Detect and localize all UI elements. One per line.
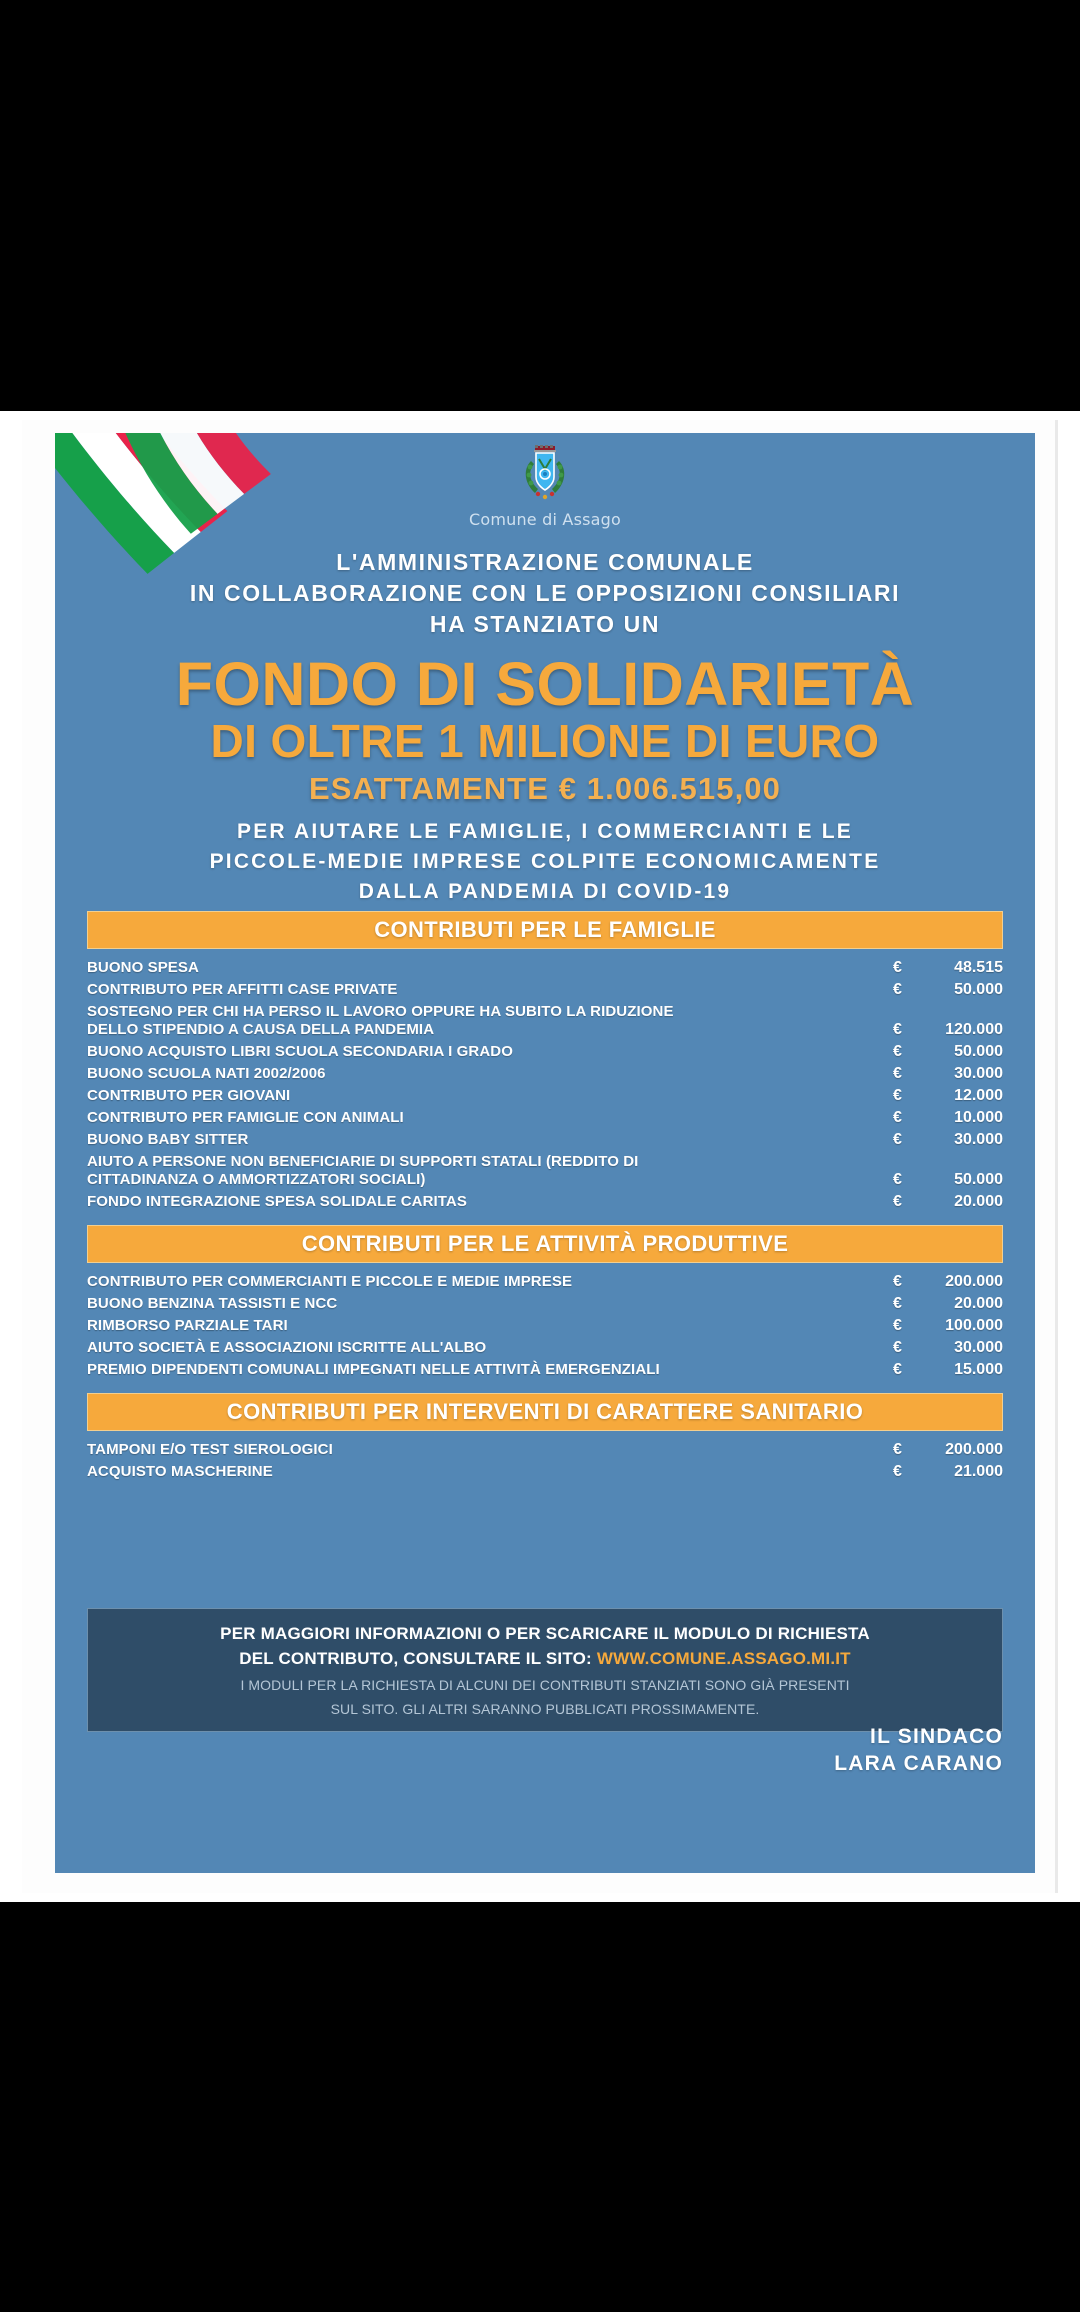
contribution-amount xyxy=(893,1317,1003,1335)
contribution-label: BUONO BENZINA TASSISTI E NCC xyxy=(87,1295,338,1312)
amount-value: 200.000 xyxy=(945,1273,1003,1290)
info-box xyxy=(87,1608,1003,1732)
amount-value: 100.000 xyxy=(945,1317,1003,1334)
signature-role: IL SINDACO xyxy=(870,1725,1003,1748)
contribution-label: BUONO ACQUISTO LIBRI SCUOLA SECONDARIA I GRADO xyxy=(87,1043,513,1060)
fund-title: FONDO DI SOLIDARIETÀ xyxy=(175,650,915,718)
section-rows xyxy=(87,1439,1003,1483)
currency-symbol: € xyxy=(893,1317,902,1334)
contribution-label: CONTRIBUTO PER COMMERCIANTI E PICCOLE E MEDIE IMPRESE xyxy=(87,1273,573,1290)
info-line-1: PER MAGGIORI INFORMAZIONI O PER SCARICARE IL MODULO DI RICHIESTA xyxy=(220,1624,870,1643)
contribution-row xyxy=(87,1439,1003,1461)
contribution-label: FONDO INTEGRAZIONE SPESA SOLIDALE CARITAS xyxy=(87,1193,467,1210)
contribution-label: PREMIO DIPENDENTI COMUNALI IMPEGNATI NELLE ATTIVITÀ EMERGENZIALI xyxy=(87,1361,660,1378)
currency-symbol: € xyxy=(893,959,902,976)
info-line-2 xyxy=(106,1646,984,1671)
header-line-3: HA STANZIATO UN xyxy=(429,611,661,637)
amount-value: 12.000 xyxy=(954,1087,1003,1104)
contribution-amount xyxy=(893,981,1003,999)
amount-value: 120.000 xyxy=(945,1021,1003,1038)
info-line-2-prefix: DEL CONTRIBUTO, CONSULTARE IL SITO: xyxy=(239,1649,597,1668)
header-block xyxy=(55,547,1035,640)
subtitle-line-3: DALLA PANDEMIA DI COVID-19 xyxy=(358,880,732,903)
subtitle-line-2: PICCOLE-MEDIE IMPRESE COLPITE ECONOMICAMENTE xyxy=(209,850,881,873)
amount-value: 30.000 xyxy=(954,1339,1003,1356)
contribution-amount xyxy=(893,1273,1003,1291)
contribution-amount xyxy=(893,1463,1003,1481)
amount-value: 21.000 xyxy=(954,1463,1003,1480)
currency-symbol: € xyxy=(893,1065,902,1082)
contribution-amount xyxy=(893,1441,1003,1459)
contribution-row xyxy=(87,1315,1003,1337)
currency-symbol: € xyxy=(893,1273,902,1290)
amount-value: 15.000 xyxy=(954,1361,1003,1378)
amount-value: 20.000 xyxy=(954,1193,1003,1210)
contribution-amount xyxy=(893,1339,1003,1357)
contribution-row xyxy=(87,1293,1003,1315)
section-header-1 xyxy=(87,911,1003,949)
currency-symbol: € xyxy=(893,1193,902,1210)
currency-symbol: € xyxy=(893,1109,902,1126)
contribution-amount xyxy=(893,1087,1003,1105)
contribution-row xyxy=(87,1001,1003,1041)
contribution-row xyxy=(87,1129,1003,1151)
contribution-row xyxy=(87,1151,1003,1191)
contribution-label: CONTRIBUTO PER AFFITTI CASE PRIVATE xyxy=(87,981,398,998)
amount-value: 50.000 xyxy=(954,1043,1003,1060)
contribution-amount xyxy=(893,1295,1003,1313)
header-line-2: IN COLLABORAZIONE CON LE OPPOSIZIONI CONSILIARI xyxy=(189,580,901,606)
contribution-row xyxy=(87,1271,1003,1293)
contribution-amount xyxy=(893,959,1003,977)
page-sheet xyxy=(0,411,1080,1902)
contribution-label: BUONO SPESA xyxy=(87,959,199,976)
contribution-amount xyxy=(893,1065,1003,1083)
contribution-label: CONTRIBUTO PER FAMIGLIE CON ANIMALI xyxy=(87,1109,404,1126)
currency-symbol: € xyxy=(893,1295,902,1312)
currency-symbol: € xyxy=(893,1087,902,1104)
contribution-label: BUONO BABY SITTER xyxy=(87,1131,249,1148)
contribution-label: ACQUISTO MASCHERINE xyxy=(87,1463,273,1480)
amount-value: 30.000 xyxy=(954,1131,1003,1148)
crest-block xyxy=(55,441,1035,529)
contribution-amount xyxy=(893,1021,1003,1039)
page-sheet-inner xyxy=(22,420,1058,1893)
currency-symbol: € xyxy=(893,981,902,998)
contribution-amount xyxy=(893,1361,1003,1379)
crest-label: Comune di Assago xyxy=(468,510,621,529)
contribution-row xyxy=(87,1041,1003,1063)
contribution-label: AIUTO A PERSONE NON BENEFICIARIE DI SUPPORTI STATALI (REDDITO DI CITTADINANZA O AMMORTIZZATORI SOCIALI) xyxy=(87,1153,639,1188)
section-title: CONTRIBUTI PER INTERVENTI DI CARATTERE SANITARIO xyxy=(226,1399,864,1424)
amount-value: 48.515 xyxy=(954,959,1003,976)
contribution-row xyxy=(87,1337,1003,1359)
fund-amount-exact: ESATTAMENTE € 1.006.515,00 xyxy=(309,771,781,806)
amount-value: 10.000 xyxy=(954,1109,1003,1126)
info-note-line-2: SUL SITO. GLI ALTRI SARANNO PUBBLICATI PROSSIMAMENTE. xyxy=(330,1701,760,1717)
currency-symbol: € xyxy=(893,1339,902,1356)
currency-symbol: € xyxy=(893,1361,902,1378)
contribution-row xyxy=(87,979,1003,1001)
section-title: CONTRIBUTI PER LE ATTIVITÀ PRODUTTIVE xyxy=(301,1231,789,1256)
section-rows xyxy=(87,1271,1003,1381)
section-spacer xyxy=(55,1381,1035,1393)
section-header-3 xyxy=(87,1393,1003,1431)
subtitle-block xyxy=(55,817,1035,907)
contribution-label: AIUTO SOCIETÀ E ASSOCIAZIONI ISCRITTE ALL'ALBO xyxy=(87,1339,487,1356)
contribution-row xyxy=(87,1359,1003,1381)
signature-block xyxy=(834,1723,1003,1777)
section-header-2 xyxy=(87,1225,1003,1263)
currency-symbol: € xyxy=(893,1441,902,1458)
contribution-row xyxy=(87,957,1003,979)
poster xyxy=(55,433,1035,1873)
currency-symbol: € xyxy=(893,1021,902,1038)
website-link[interactable]: WWW.COMUNE.ASSAGO.MI.IT xyxy=(596,1649,851,1668)
currency-symbol: € xyxy=(893,1463,902,1480)
signature-name: LARA CARANO xyxy=(834,1752,1003,1775)
contribution-amount xyxy=(893,1109,1003,1127)
contribution-amount xyxy=(893,1193,1003,1211)
currency-symbol: € xyxy=(893,1171,902,1188)
section-title: CONTRIBUTI PER LE FAMIGLIE xyxy=(374,917,716,942)
contribution-amount xyxy=(893,1171,1003,1189)
contribution-amount xyxy=(893,1043,1003,1061)
title-block xyxy=(55,650,1035,810)
amount-value: 20.000 xyxy=(954,1295,1003,1312)
currency-symbol: € xyxy=(893,1043,902,1060)
contribution-row xyxy=(87,1191,1003,1213)
contribution-label: CONTRIBUTO PER GIOVANI xyxy=(87,1087,291,1104)
amount-value: 50.000 xyxy=(954,1171,1003,1188)
contribution-sections xyxy=(55,911,1035,1483)
currency-symbol: € xyxy=(893,1131,902,1148)
comune-di-assago-coat-of-arms-icon xyxy=(518,441,572,503)
fund-amount-words: DI OLTRE 1 MILIONE DI EURO xyxy=(210,715,880,767)
amount-value: 30.000 xyxy=(954,1065,1003,1082)
contribution-row xyxy=(87,1085,1003,1107)
section-spacer xyxy=(55,1213,1035,1225)
subtitle-line-1: PER AIUTARE LE FAMIGLIE, I COMMERCIANTI E LE xyxy=(237,820,853,843)
contribution-label: TAMPONI E/O TEST SIEROLOGICI xyxy=(87,1441,333,1458)
section-rows xyxy=(87,957,1003,1213)
amount-value: 200.000 xyxy=(945,1441,1003,1458)
contribution-row xyxy=(87,1107,1003,1129)
info-note-line-1: I MODULI PER LA RICHIESTA DI ALCUNI DEI CONTRIBUTI STANZIATI SONO GIÀ PRESENTI xyxy=(240,1677,850,1693)
contribution-label: RIMBORSO PARZIALE TARI xyxy=(87,1317,288,1334)
amount-value: 50.000 xyxy=(954,981,1003,998)
contribution-row xyxy=(87,1063,1003,1085)
contribution-label: BUONO SCUOLA NATI 2002/2006 xyxy=(87,1065,326,1082)
header-line-1: L'AMMINISTRAZIONE COMUNALE xyxy=(336,549,754,575)
contribution-label: SOSTEGNO PER CHI HA PERSO IL LAVORO OPPURE HA SUBITO LA RIDUZIONE DELLO STIPENDIO A CAUSA DELLA PANDEMIA xyxy=(87,1003,674,1038)
contribution-row xyxy=(87,1461,1003,1483)
contribution-amount xyxy=(893,1131,1003,1149)
